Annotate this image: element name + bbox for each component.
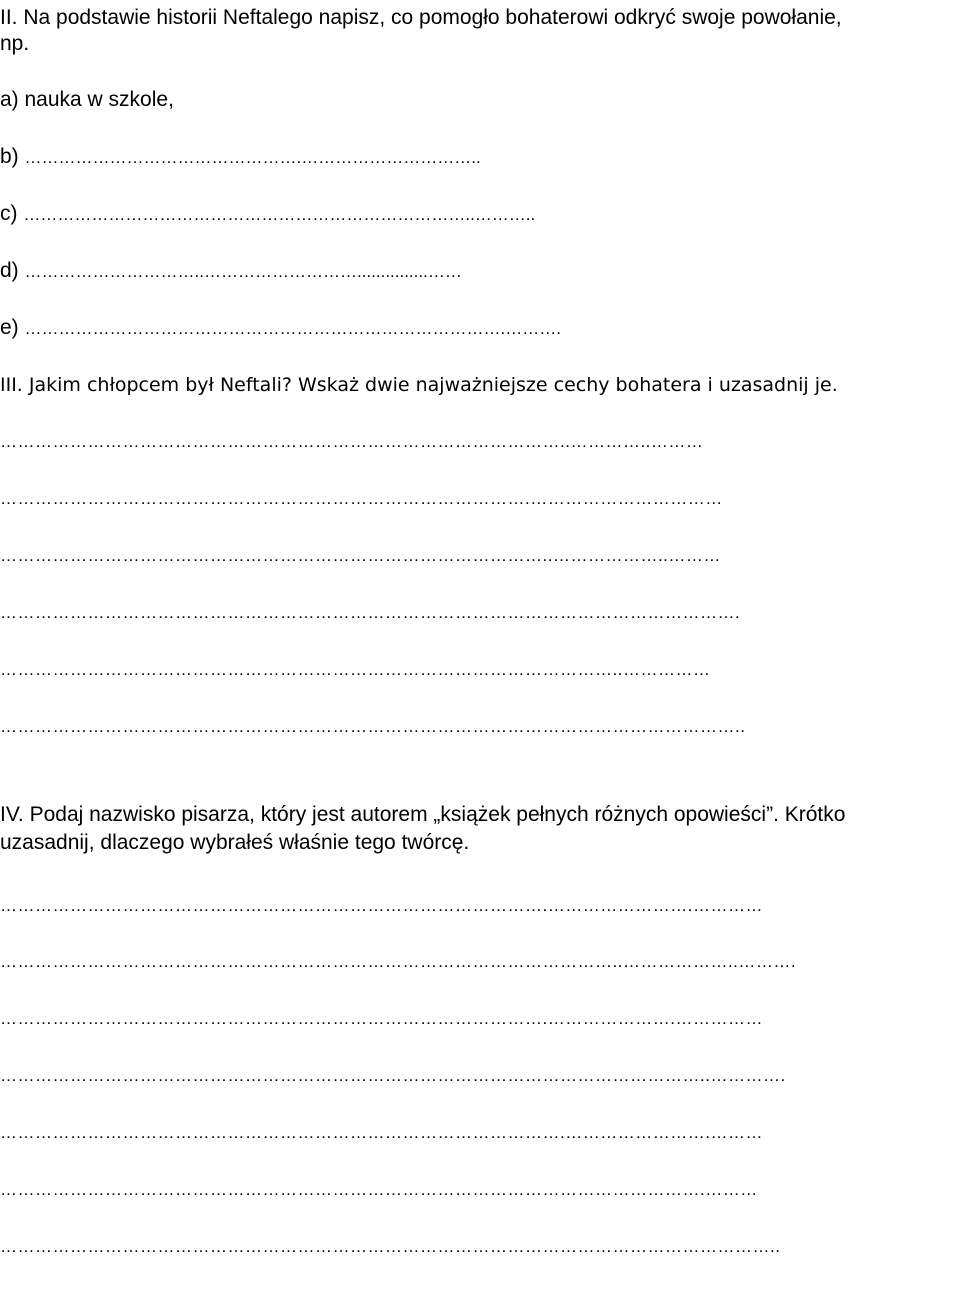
item-e-label: e) <box>0 316 19 339</box>
item-c-answer-dots[interactable]: ……………………………………………………………………..……….. <box>23 205 536 224</box>
item-a-label: a) nauka w szkole, <box>0 88 174 111</box>
section-3-answer-line-6[interactable]: ……………………………………………………………………………………………………………….. <box>0 717 746 736</box>
section-4-answer-line-3[interactable]: ………………………………………………………………………………….………………….…………… <box>0 1009 763 1028</box>
item-e <box>0 314 960 343</box>
item-e-answer-dots[interactable]: ………………………………………………………………………….………. <box>24 319 561 338</box>
item-d <box>0 257 960 286</box>
item-d-answer-dots[interactable]: …………………………..………………………...............…… <box>24 262 462 281</box>
section-3-question: III. Jakim chłopcem był Neftali? Wskaż dwie najważniejsze cechy bohatera i uzasadnij je. <box>0 374 838 396</box>
item-b <box>0 143 960 172</box>
section-3-answer-line-4[interactable]: ………………………………………………………………………………………………………………. <box>0 603 741 622</box>
section-4-answer-line-7[interactable]: …………………………………………………………………………………………………………………….. <box>0 1237 781 1256</box>
section-3-answer-line-2[interactable]: ……………………………………………………………………………….…………………………… <box>0 489 723 508</box>
section-2-question-line-1: II. Na podstawie historii Neftalego napisz, co pomogło bohaterowi odkryć swoje powołanie, <box>0 6 842 29</box>
item-b-answer-dots[interactable]: ………………………………………….………………………….. <box>24 148 481 167</box>
section-3-answer-line-1[interactable]: ……………………………………………………………………………………..…………..……… <box>0 432 704 451</box>
item-b-label: b) <box>0 145 19 168</box>
item-c <box>0 200 960 229</box>
section-3-answer-line-5[interactable]: ……………………………………………………………………………………………..…………… <box>0 660 711 679</box>
item-d-label: d) <box>0 259 19 282</box>
item-a <box>0 86 960 114</box>
section-4-question-line-2: uzasadnij, dlaczego wybrałeś właśnie tego twórcę. <box>0 831 470 854</box>
item-c-label: c) <box>0 202 18 225</box>
section-3-answer-line-3[interactable]: …………………………………………………………………………………..………………..……… <box>0 546 721 565</box>
section-4-answer-line-4[interactable]: …………………………………………………………………………………………………………..…………. <box>0 1066 786 1085</box>
section-4-answer-line-2[interactable]: ……………………………………………………………………………………………..………………..………. <box>0 952 797 971</box>
section-4-answer-line-6[interactable]: ………………………………………………………………………………………………………….……… <box>0 1180 758 1199</box>
section-4-question-line-1: IV. Podaj nazwisko pisarza, który jest autorem „książek pełnych różnych opowieści”. Krótko <box>0 803 846 826</box>
section-2-question-line-2: np. <box>0 32 30 55</box>
section-4-answer-line-5[interactable]: …………………………………………………………………………………….…………………….……… <box>0 1123 763 1142</box>
section-4-answer-line-1[interactable]: ………………………………………………………………………………….…………………….………… <box>0 896 763 915</box>
